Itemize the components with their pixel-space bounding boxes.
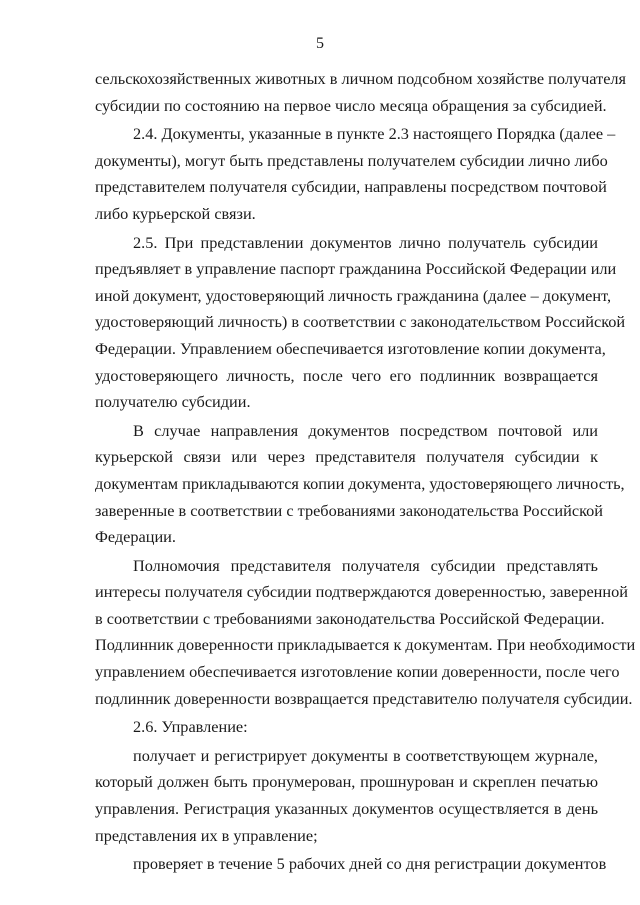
- text-line: заверенные в соответствии с требованиями законодательства Российской: [95, 500, 604, 520]
- text-line: представления их в управление;: [95, 825, 318, 845]
- text-line: получает и регистрирует документы в соответствующем журнале,: [133, 745, 598, 765]
- text-line: 2.5. При представлении документов лично получатель субсидии: [133, 232, 598, 252]
- paragraph-livestock-status: [95, 66, 627, 119]
- text-line: удостоверяющий личность) в соответствии с законодательством Российской: [95, 312, 626, 332]
- document-body: [95, 66, 636, 878]
- text-line: документы), могут быть представлены получателем субсидии лично либо: [95, 150, 608, 170]
- text-line: иной документ, удостоверяющий личность гражданина (далее – документ,: [95, 285, 612, 305]
- text-line: представителем получателя субсидии, направлены посредством почтовой: [95, 177, 607, 197]
- text-line: субсидии по состоянию на первое число месяца обращения за субсидией.: [95, 95, 607, 115]
- text-line: В случае направления документов посредством почтовой или: [133, 420, 598, 440]
- paragraph-2-6-heading: [95, 714, 598, 741]
- text-line: документам прикладываются копии документа, удостоверяющего личность,: [95, 473, 625, 493]
- text-line: предъявляет в управление паспорт гражданина Российской Федерации или: [95, 259, 617, 279]
- paragraph-2-4: [95, 121, 616, 227]
- text-line: курьерской связи или через представителя получателя субсидии к: [95, 447, 598, 467]
- text-line: либо курьерской связи.: [95, 203, 256, 223]
- paragraph-2-5: [95, 230, 626, 416]
- paragraph-verification: [95, 851, 607, 878]
- paragraph-registration: [95, 743, 598, 849]
- text-line: 2.6. Управление:: [133, 717, 248, 737]
- text-line: интересы получателя субсидии подтверждаются доверенностью, заверенной: [95, 582, 628, 602]
- text-line: Подлинник доверенности прикладывается к документам. При необходимости: [95, 635, 636, 655]
- text-line: проверяет в течение 5 рабочих дней со дня регистрации документов: [133, 854, 607, 874]
- text-line: Федерации. Управлением обеспечивается изготовление копии документа,: [95, 338, 606, 358]
- paragraph-representative-powers: [95, 553, 636, 713]
- text-line: подлинник доверенности возвращается представителю получателя субсидии.: [95, 688, 633, 708]
- text-line: который должен быть пронумерован, прошнурован и скреплен печатью: [95, 772, 598, 792]
- text-line: удостоверяющего личность, после чего его подлинник возвращается: [95, 365, 598, 385]
- text-line: сельскохозяйственных животных в личном подсобном хозяйстве получателя: [95, 69, 627, 88]
- text-line: в соответствии с требованиями законодательства Российской Федерации.: [95, 608, 605, 628]
- text-line: получателю субсидии.: [95, 392, 251, 412]
- paragraph-postal-delivery: [95, 418, 625, 551]
- text-line: Федерации.: [95, 527, 176, 547]
- page-number: 5: [316, 35, 324, 52]
- text-line: Полномочия представителя получателя субсидии представлять: [133, 555, 598, 575]
- text-line: 2.4. Документы, указанные в пункте 2.3 настоящего Порядка (далее –: [133, 124, 616, 144]
- text-line: управления. Регистрация указанных документов осуществляется в день: [95, 799, 598, 819]
- text-line: управлением обеспечивается изготовление копии доверенности, после чего: [95, 662, 620, 682]
